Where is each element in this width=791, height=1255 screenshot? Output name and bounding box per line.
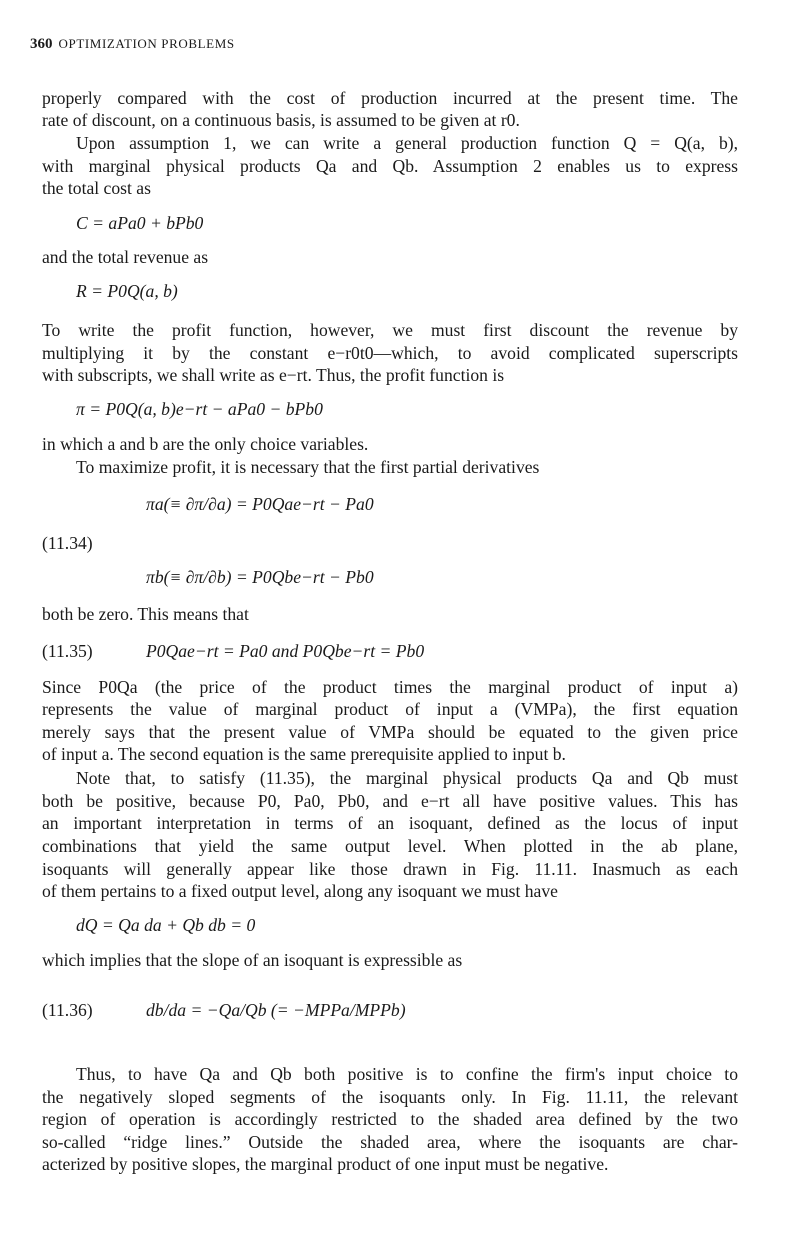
text-line: acterized by positive slopes, the marginal product of one input must be negative. bbox=[42, 1154, 609, 1174]
equation-profit: π = P0Q(a, b)e−rt − aPa0 − bPb0 bbox=[76, 399, 323, 419]
text-line: multiplying it by the constant e−r0t0—which, to avoid complicated superscripts bbox=[42, 343, 738, 363]
text-line: so-called “ridge lines.” Outside the shaded area, where the isoquants are char- bbox=[42, 1132, 738, 1152]
text-line: To write the profit function, however, we must first discount the revenue by bbox=[42, 320, 738, 340]
equation-number: (11.35) bbox=[42, 641, 93, 661]
text-line: of input a. The second equation is the same prerequisite applied to input b. bbox=[42, 744, 566, 764]
text-line: Since P0Qa (the price of the product times the marginal product of input a) bbox=[42, 677, 738, 697]
equation-partial-b: πb(≡ ∂π/∂b) = P0Qbe−rt − Pb0 bbox=[146, 567, 374, 587]
text-line: merely says that the present value of VMPa should be equated to the given price bbox=[42, 722, 738, 742]
text-line: combinations that yield the same output level. When plotted in the ab plane, bbox=[42, 836, 738, 856]
text-line: with marginal physical products Qa and Qb. Assumption 2 enables us to express bbox=[42, 156, 738, 176]
page-number: 360 bbox=[30, 36, 53, 52]
text-line: represents the value of marginal product of input a (VMPa), the first equation bbox=[42, 699, 738, 719]
text-line: both be zero. This means that bbox=[42, 604, 249, 624]
text-line: with subscripts, we shall write as e−rt. Thus, the profit function is bbox=[42, 365, 505, 385]
text-line: properly compared with the cost of production incurred at the present time. The bbox=[42, 88, 738, 108]
equation-isoquant-slope: db/da = −Qa/Qb (= −MPPa/MPPb) bbox=[146, 1000, 406, 1020]
text-line: and the total revenue as bbox=[42, 247, 209, 267]
equation-first-order-conditions: P0Qae−rt = Pa0 and P0Qbe−rt = Pb0 bbox=[146, 641, 425, 661]
equation-total-differential: dQ = Qa da + Qb db = 0 bbox=[76, 915, 256, 935]
equation-partial-a: πa(≡ ∂π/∂a) = P0Qae−rt − Pa0 bbox=[146, 494, 374, 514]
equation-total-cost: C = aPa0 + bPb0 bbox=[76, 213, 204, 233]
text-line: rate of discount, on a continuous basis, is assumed to be given at r0. bbox=[42, 110, 520, 130]
text-line: isoquants will generally appear like those drawn in Fig. 11.11. Inasmuch as each bbox=[42, 859, 738, 879]
text-line: the total cost as bbox=[42, 178, 151, 198]
equation-number: (11.36) bbox=[42, 1000, 93, 1020]
running-header bbox=[30, 36, 235, 53]
text-line: of them pertains to a fixed output level, along any isoquant we must have bbox=[42, 881, 558, 901]
equation-number: (11.34) bbox=[42, 533, 93, 553]
text-line: an important interpretation in terms of an isoquant, defined as the locus of input bbox=[42, 813, 738, 833]
text-line: Thus, to have Qa and Qb both positive is to confine the firm's input choice to bbox=[76, 1064, 738, 1084]
text-line: which implies that the slope of an isoquant is expressible as bbox=[42, 950, 463, 970]
running-title: OPTIMIZATION PROBLEMS bbox=[58, 36, 235, 51]
text-line: both be positive, because P0, Pa0, Pb0, and e−rt all have positive values. This has bbox=[42, 791, 738, 811]
equation-total-revenue: R = P0Q(a, b) bbox=[76, 281, 178, 301]
text-line: region of operation is accordingly restricted to the shaded area defined by the two bbox=[42, 1109, 738, 1129]
text-line: in which a and b are the only choice variables. bbox=[42, 434, 369, 454]
text-line: Note that, to satisfy (11.35), the marginal physical products Qa and Qb must bbox=[76, 768, 738, 788]
text-line: To maximize profit, it is necessary that the first partial derivatives bbox=[76, 457, 540, 477]
text-line: Upon assumption 1, we can write a general production function Q = Q(a, b), bbox=[76, 133, 738, 153]
text-line: the negatively sloped segments of the isoquants only. In Fig. 11.11, the relevant bbox=[42, 1087, 738, 1107]
